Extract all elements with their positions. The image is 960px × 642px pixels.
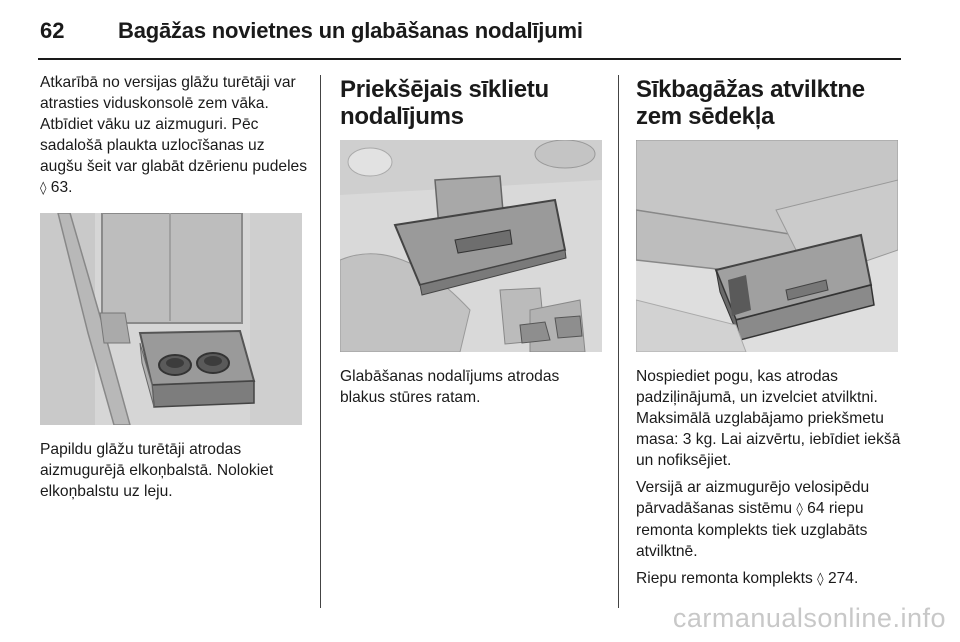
- page-ref-icon: ◊: [817, 572, 824, 587]
- section-heading: Priekšējais sīklietu nodalījums: [340, 76, 549, 130]
- intro-text: Atkarībā no versijas glāžu turētāji var atrasties viduskonsolē zem vāka. Atbīdiet vāku uz aizmuguri. Pēc sadalošā plaukta uzlocīšanas uz augšu šeit var glabāt dzērienu pudeles: [40, 74, 308, 175]
- page-ref-icon: ◊: [40, 181, 47, 196]
- column-1: [40, 72, 308, 502]
- page-ref-link[interactable]: 274.: [827, 570, 859, 587]
- page-number: 62: [40, 18, 65, 43]
- page-title: Bagāžas novietnes un glabāšanas nodalījumi: [118, 18, 583, 43]
- page-ref-link[interactable]: 64 riepu remonta komplekts tiek uzglabāts atvilktnē.: [636, 500, 868, 560]
- intro-paragraph: [40, 72, 308, 199]
- page-ref-link[interactable]: 63.: [50, 179, 73, 196]
- column-divider: [618, 75, 619, 608]
- caption: Papildu glāžu turētāji atrodas aizmugurējā elkoņbalstā. Nolokiet elkoņbalstu uz leju.: [40, 441, 274, 500]
- watermark: carmanualsonline.info: [672, 603, 946, 633]
- body-text-fragment: Versijā ar aizmugurējo velosipēdu pārvadāšanas sistēmu: [636, 479, 870, 517]
- body-text: Glabāšanas nodalījums atrodas blakus stūres ratam.: [340, 368, 560, 406]
- body-text-fragment: Riepu remonta komplekts: [636, 570, 813, 587]
- under-seat-drawer-icon: [636, 140, 898, 352]
- section-heading: Sīkbagāžas atvilktne zem sēdekļa: [636, 76, 865, 130]
- page-ref-icon: ◊: [796, 502, 803, 517]
- header-divider: [38, 58, 901, 60]
- body-text: [636, 477, 906, 562]
- body-text: Nospiediet pogu, kas atrodas padziļinājumā, un izvelciet atvilktni. Maksimālā uzglabājamo priekšmetu masa: 3 kg. Lai aizvērtu, iebīdiet iekšā un nofiksējiet.: [636, 368, 901, 469]
- front-storage-compartment-icon: [340, 140, 602, 352]
- body-text: [636, 568, 906, 590]
- column-2: [340, 72, 608, 408]
- rear-armrest-cupholders-icon: [40, 213, 302, 425]
- column-3: [636, 72, 906, 590]
- column-divider: [320, 75, 321, 608]
